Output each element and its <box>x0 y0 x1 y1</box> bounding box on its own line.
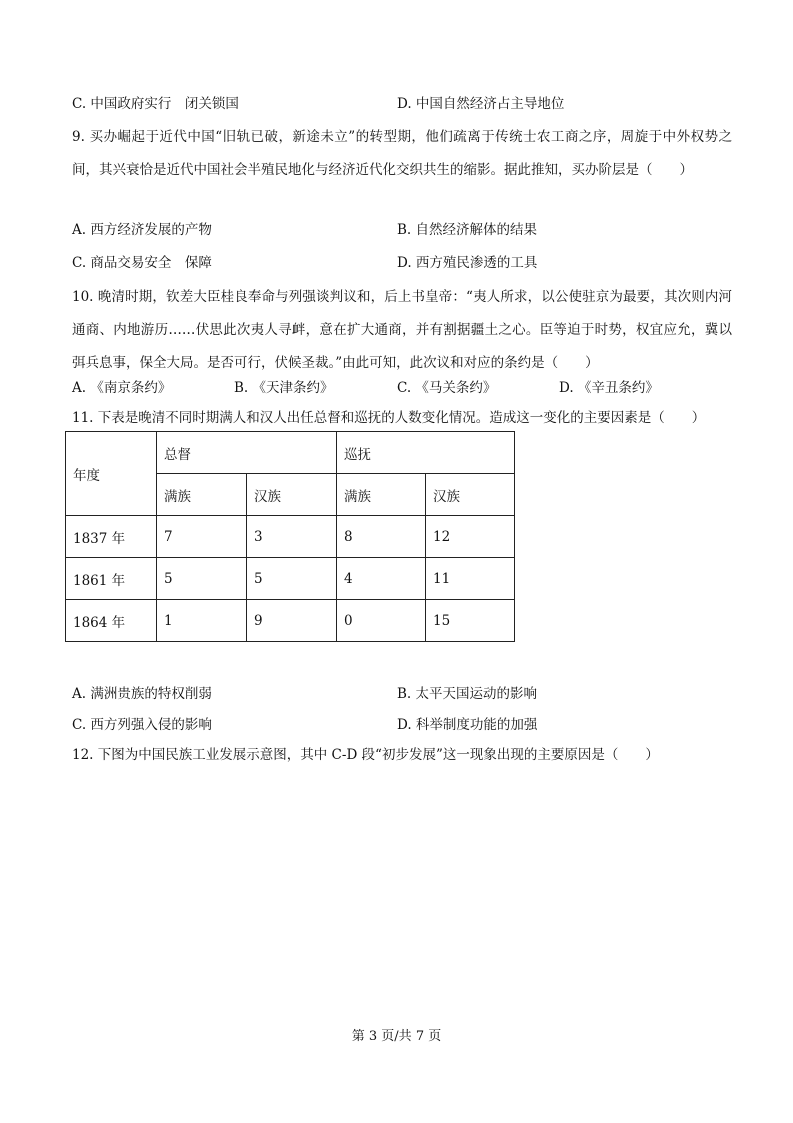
q10-stem: 10. 晚清时期，钦差大臣桂良奉命与列强谈判议和，后上书皇帝：“夷人所求，以公使驻京为最要，其次则内河通商、内地游历……伏思此次夷人寻衅，意在扩大通商，并有割据疆土之心。臣等迫于时势，权宜应允，冀以弭兵息事，保全大局。是否可行，伏候圣裁。”由此可知，此次议和对应的条约是（ ） <box>72 289 732 371</box>
governor-table <box>65 431 515 642</box>
q9-option-b: B. 自然经济解体的结果 <box>397 222 538 238</box>
table-cell: 15 <box>426 600 515 642</box>
q10-option-a: A. 《南京条约》 <box>72 380 172 396</box>
table-row <box>66 516 515 558</box>
q9-option-c: C. 商品交易安全 保障 <box>72 255 212 271</box>
governor-general-header: 总督 <box>157 432 337 474</box>
table-row <box>66 600 515 642</box>
table-cell: 7 <box>157 516 247 558</box>
q11-option-b: B. 太平天国运动的影响 <box>397 686 538 702</box>
table-cell: 1 <box>157 600 247 642</box>
table-cell: 3 <box>247 516 337 558</box>
q8-option-c: C. 中国政府实行 闭关锁国 <box>72 96 239 112</box>
q11-option-a: A. 满洲贵族的特权削弱 <box>72 686 212 702</box>
table-cell: 4 <box>337 558 426 600</box>
table-cell-year: 1837 年 <box>66 516 157 558</box>
table-cell: 12 <box>426 516 515 558</box>
sub-header-manchu: 满族 <box>337 474 426 516</box>
q11-stem: 11. 下表是晚清不同时期满人和汉人出任总督和巡抚的人数变化情况。造成这一变化的主要因素是（ ） <box>72 410 706 426</box>
sub-header-han: 汉族 <box>247 474 337 516</box>
table-cell-year: 1864 年 <box>66 600 157 642</box>
q11-option-d: D. 科举制度功能的加强 <box>397 717 538 733</box>
table-cell: 9 <box>247 600 337 642</box>
page-number: 第 3 页/共 7 页 <box>351 1029 442 1044</box>
q8-option-d: D. 中国自然经济占主导地位 <box>397 96 565 112</box>
table-header-row <box>66 432 515 474</box>
table-cell-year: 1861 年 <box>66 558 157 600</box>
q12-stem: 12. 下图为中国民族工业发展示意图，其中 C-D 段“初步发展”这一现象出现的主要原因是（ ） <box>72 747 659 763</box>
q9-option-d: D. 西方殖民渗透的工具 <box>397 255 538 271</box>
q10-option-c: C. 《马关条约》 <box>397 380 497 396</box>
q11-option-c: C. 西方列强入侵的影响 <box>72 717 212 733</box>
q9-stem: 9. 买办崛起于近代中国“旧轨已破，新途未立”的转型期，他们疏离于传统士农工商之序，周旋于中外权势之间，其兴衰恰是近代中国社会半殖民地化与经济近代化交织共生的缩影。据此推知，买办阶层是（ ） <box>72 129 732 178</box>
year-header: 年度 <box>66 432 157 516</box>
q10-option-d: D. 《辛丑条约》 <box>559 380 659 396</box>
table-cell: 11 <box>426 558 515 600</box>
table-cell: 8 <box>337 516 426 558</box>
q10-option-b: B. 《天津条约》 <box>234 380 334 396</box>
sub-header-han: 汉族 <box>426 474 515 516</box>
governor-header: 巡抚 <box>337 432 515 474</box>
table-row <box>66 558 515 600</box>
q9-option-a: A. 西方经济发展的产物 <box>72 222 212 238</box>
table-cell: 5 <box>247 558 337 600</box>
sub-header-manchu: 满族 <box>157 474 247 516</box>
table-cell: 0 <box>337 600 426 642</box>
table-cell: 5 <box>157 558 247 600</box>
